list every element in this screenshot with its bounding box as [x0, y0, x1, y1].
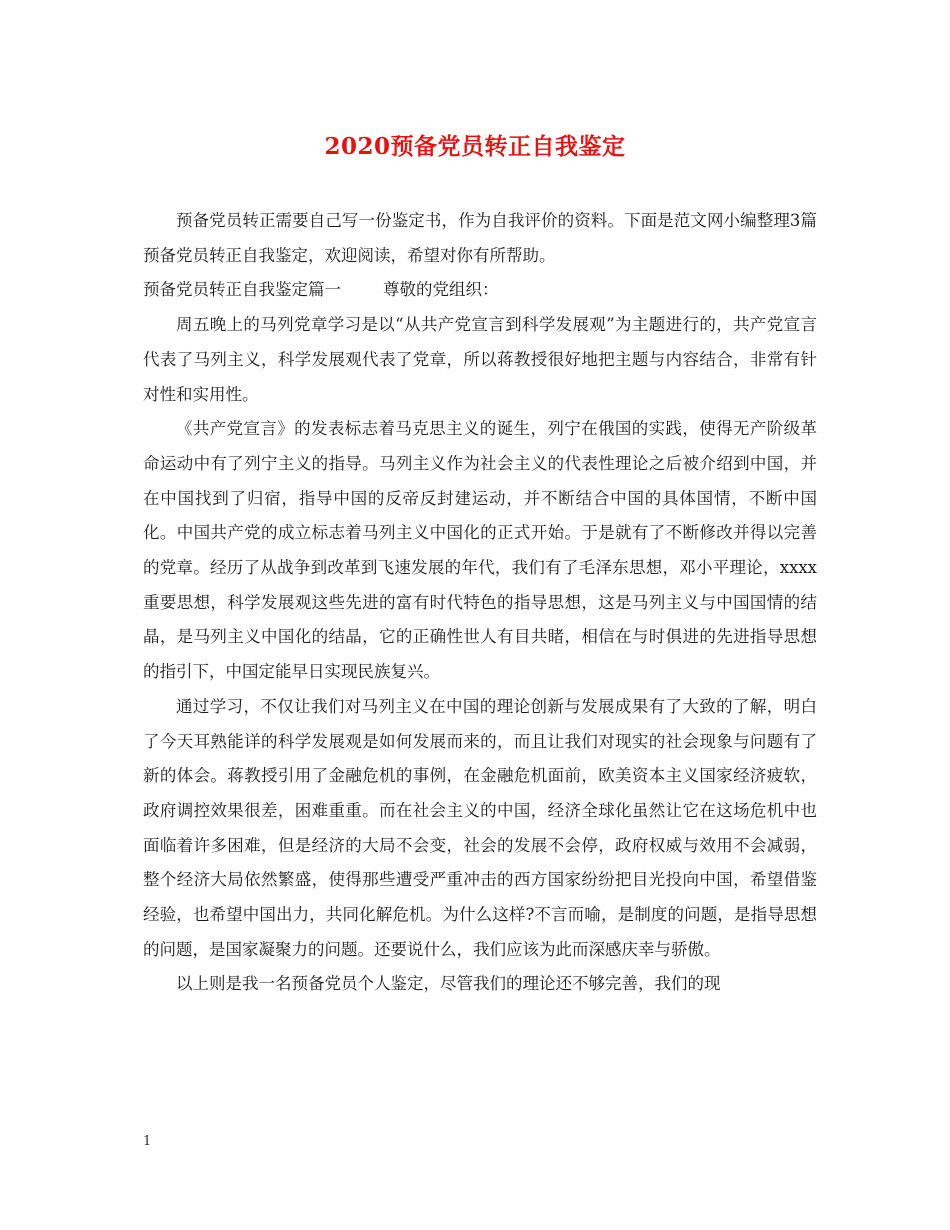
body-paragraph-1: 周五晚上的马列党章学习是以“从共产党宣言到科学发展观”为主题进行的，共产党宣言代表了马列主义，科学发展观代表了党章，所以蒋教授很好地把主题与内容结合，非常有针对性和实用性。 [143, 315, 817, 404]
section-heading: 预备党员转正自我鉴定篇一 [143, 280, 341, 300]
document-title: 2020预备党员转正自我鉴定 [324, 133, 626, 160]
body-paragraph-2: 《共产党宣言》的发表标志着马克思主义的诞生，列宁在俄国的实践，使得无产阶级革命运动中有了列宁主义的指导。马列主义作为社会主义的代表性理论之后被介绍到中国，并在中国找到了归宿，指导中国的反帝反封建运动，并不断结合中国的具体国情，不断中国化。中国共产党的成立标志着马列主义中国化的正式开始。于是就有了不断修改并得以完善的党章。经历了从战争到改革到飞速发展的年代，我们有了毛泽东思想，邓小平理论，xxxx重要思想，科学发展观这些先进的富有时代特色的指导思想，这是马列主义与中国国情的结晶，是马列主义中国化的结晶，它的正确性世人有目共睹，相信在与时俱进的先进指导思想的指引下，中国定能早日实现民族复兴。 [143, 419, 817, 682]
section-heading-line [143, 273, 817, 308]
body-paragraph-4: 以上则是我一名预备党员个人鉴定，尽管我们的理论还不够完善，我们的现 [176, 974, 721, 994]
salutation: 尊敬的党组织： [382, 280, 499, 300]
page-number: 1 [143, 1134, 152, 1149]
document-body [143, 204, 817, 1002]
body-paragraph-3: 通过学习，不仅让我们对马列主义在中国的理论创新与发展成果有了大致的了解，明白了今天耳熟能详的科学发展观是如何发展而来的，而且让我们对现实的社会现象与问题有了新的体会。蒋教授引用了金融危机的事例，在金融危机面前，欧美资本主义国家经济疲软，政府调控效果很差，困难重重。而在社会主义的中国，经济全球化虽然让它在这场危机中也面临着许多困难，但是经济的大局不会变，社会的发展不会停，政府权威与效用不会减弱，整个经济大局依然繁盛，使得那些遭受严重冲击的西方国家纷纷把目光投向中国，希望借鉴经验，也希望中国出力，共同化解危机。为什么这样?不言而喻，是制度的问题，是指导思想的问题，是国家凝聚力的问题。还要说什么，我们应该为此而深感庆幸与骄傲。 [143, 696, 817, 959]
intro-paragraph: 预备党员转正需要自己写一份鉴定书，作为自我评价的资料。下面是范文网小编整理3篇预备党员转正自我鉴定，欢迎阅读，希望对你有所帮助。 [143, 211, 817, 265]
